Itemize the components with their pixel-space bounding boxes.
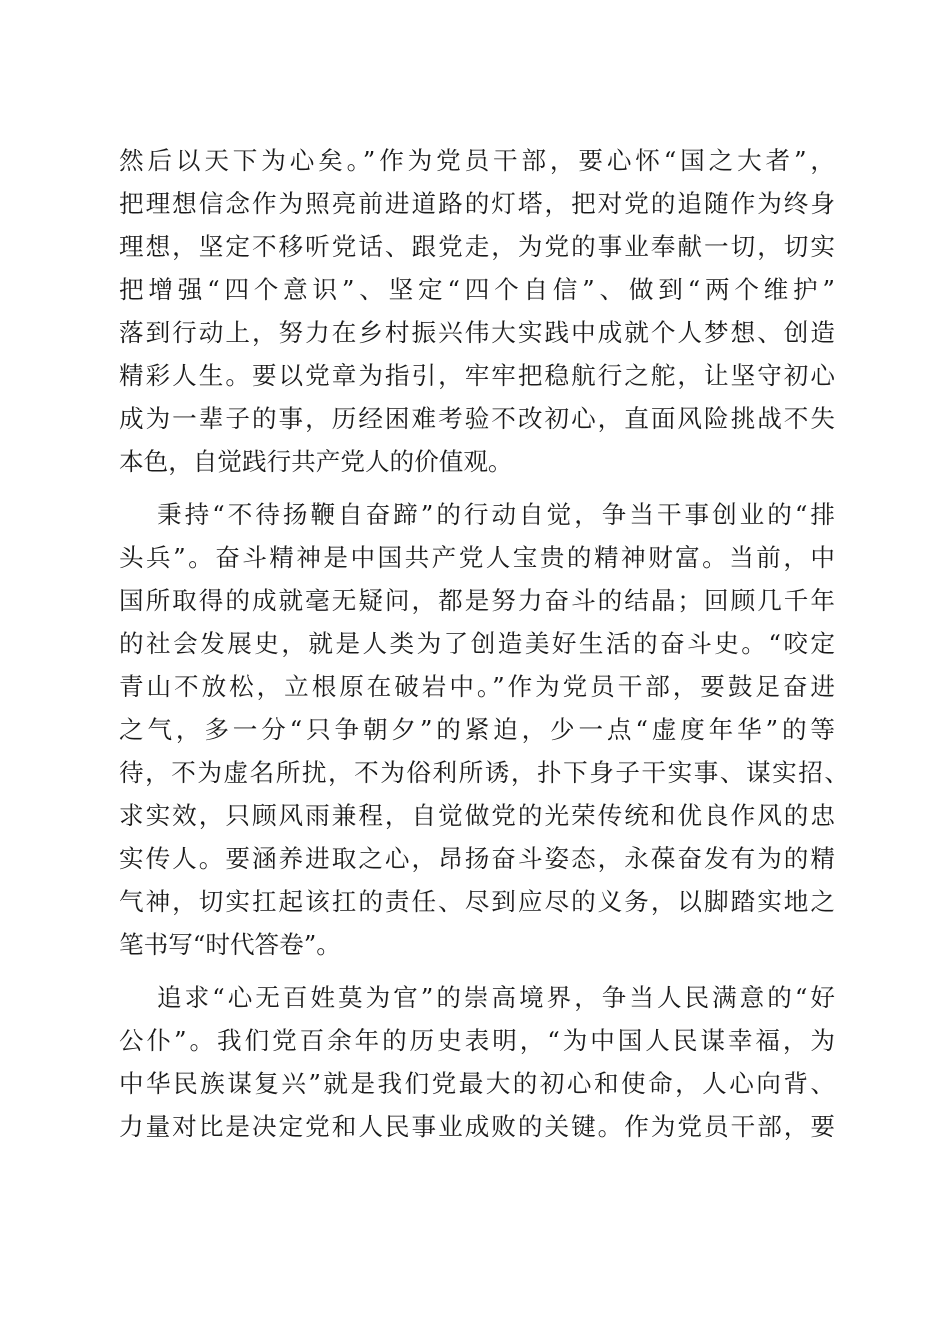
text-line: 国所取得的成就毫无疑问，都是努力奋斗的结晶；回顾几千年 xyxy=(119,586,835,615)
paragraph-end-line: 本色，自觉践行共产党人的价值观。 xyxy=(119,447,513,476)
text-line: 之气，多一分“只争朝夕”的紧迫，少一点“虚度年华”的等 xyxy=(119,715,835,744)
text-line: 公仆”。我们党百余年的历史表明，“为中国人民谋幸福，为 xyxy=(119,1026,835,1055)
paragraph-start-line: 追求“心无百姓莫为官”的崇高境界，争当人民满意的“好 xyxy=(157,983,835,1012)
text-line: 把增强“四个意识”、坚定“四个自信”、做到“两个维护” xyxy=(119,275,835,304)
text-line: 求实效，只顾风雨兼程，自觉做党的光荣传统和优良作风的忠 xyxy=(119,801,835,830)
paragraph-start-line: 秉持“不待扬鞭自奋蹄”的行动自觉，争当干事创业的“排 xyxy=(157,500,835,529)
text-line: 落到行动上，努力在乡村振兴伟大实践中成就个人梦想、创造 xyxy=(119,318,835,347)
text-line: 待，不为虚名所扰，不为俗利所诱，扑下身子干实事、谋实招、 xyxy=(119,758,849,787)
text-line: 成为一辈子的事，历经困难考验不改初心，直面风险挑战不失 xyxy=(119,404,835,433)
text-line: 青山不放松，立根原在破岩中。”作为党员干部，要鼓足奋进 xyxy=(119,672,835,701)
text-line: 的社会发展史，就是人类为了创造美好生活的奋斗史。“咬定 xyxy=(119,629,835,658)
text-line: 气神，切实扛起该扛的责任、尽到应尽的义务，以脚踏实地之 xyxy=(119,887,835,916)
paragraph-end-line: 笔书写“时代答卷”。 xyxy=(119,930,341,959)
text-line: 力量对比是决定党和人民事业成败的关键。作为党员干部，要 xyxy=(119,1112,835,1141)
text-line: 然后以天下为心矣。”作为党员干部，要心怀“国之大者”， xyxy=(119,146,835,175)
text-line: 精彩人生。要以党章为指引，牢牢把稳航行之舵，让坚守初心 xyxy=(119,361,835,390)
text-line: 头兵”。奋斗精神是中国共产党人宝贵的精神财富。当前，中 xyxy=(119,543,835,572)
text-line: 理想，坚定不移听党话、跟党走，为党的事业奉献一切，切实 xyxy=(119,232,835,261)
text-line: 中华民族谋复兴”就是我们党最大的初心和使命，人心向背、 xyxy=(119,1069,835,1098)
text-line: 实传人。要涵养进取之心，昂扬奋斗姿态，永葆奋发有为的精 xyxy=(119,844,835,873)
text-line: 把理想信念作为照亮前进道路的灯塔，把对党的追随作为终身 xyxy=(119,189,835,218)
